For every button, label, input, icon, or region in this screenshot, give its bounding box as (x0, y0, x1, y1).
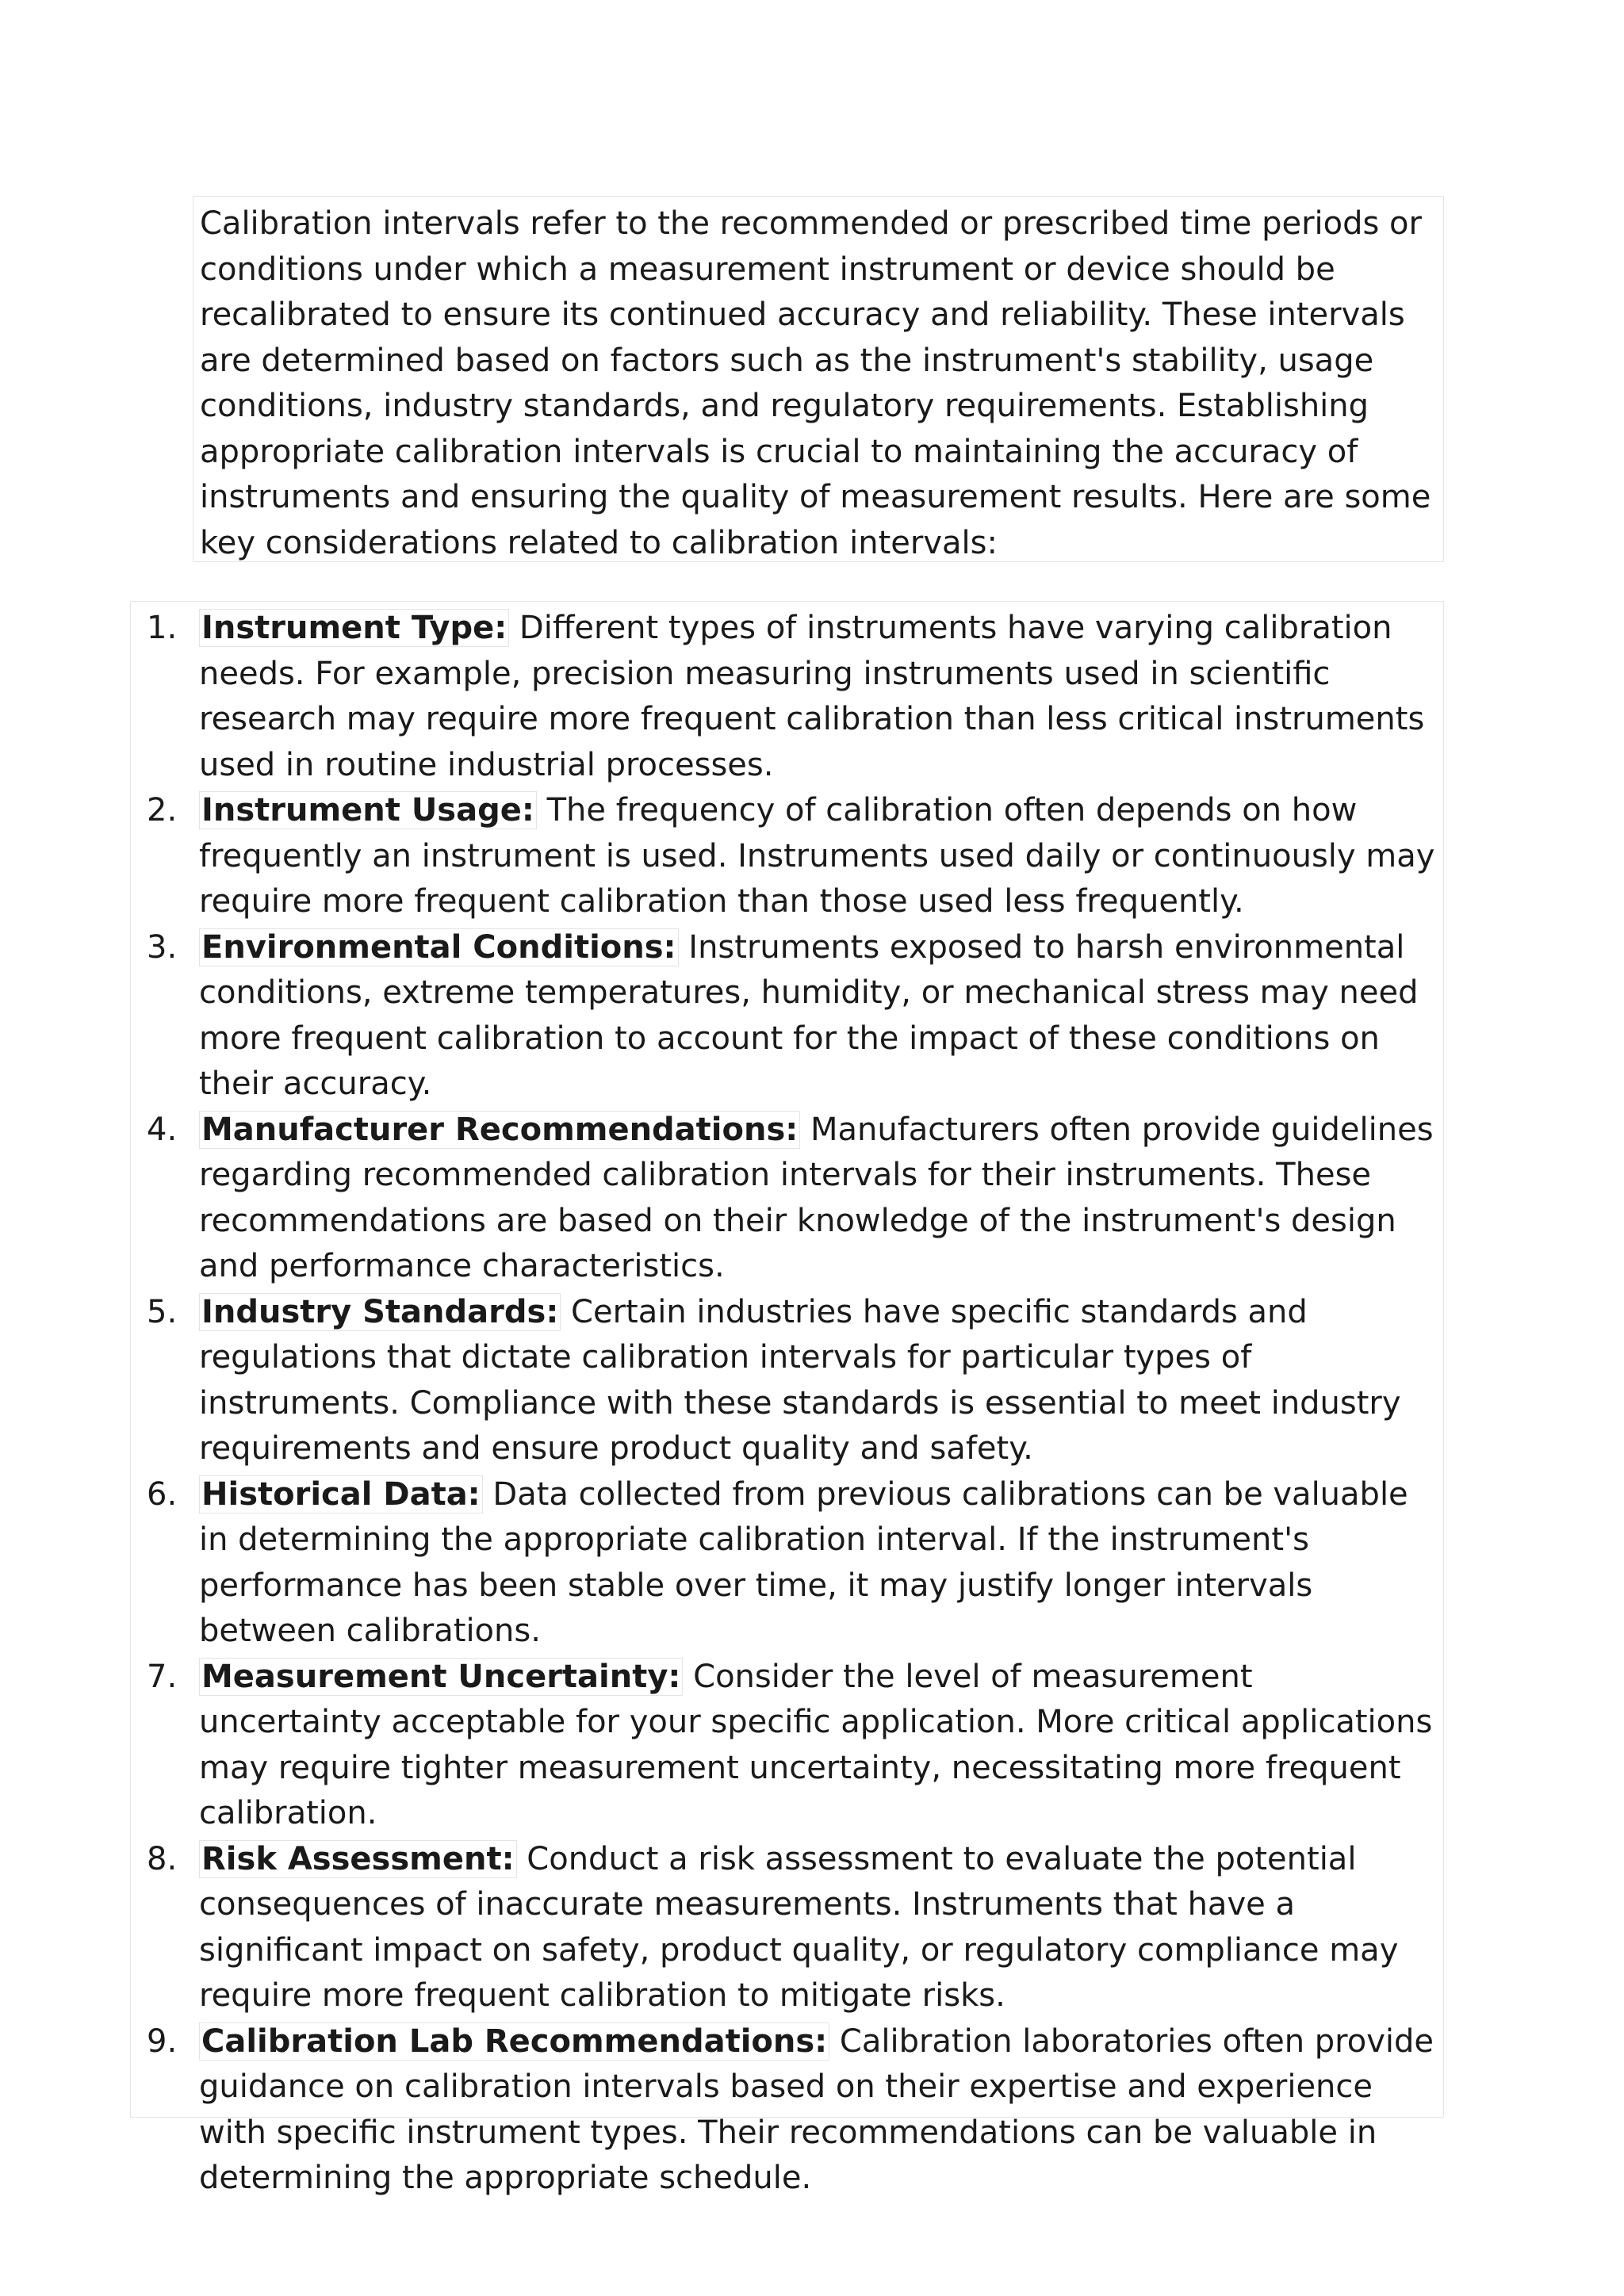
list-item-number: 2. (147, 792, 178, 828)
list-item (131, 1472, 1443, 1655)
list-item (131, 1290, 1443, 1472)
list-item-term: Instrument Usage: (199, 791, 537, 829)
list-item-term: Industry Standards: (199, 1293, 561, 1331)
list-item-number: 6. (147, 1475, 178, 1513)
intro-paragraph (193, 196, 1444, 562)
list-item-number: 4. (147, 1111, 178, 1148)
list-item-text: Calibration laboratories often provide guidance on calibration intervals based on their expertise and experience with specific instrument types. Their recommendations can be valuable in determining the appropriate schedule. (199, 2022, 1434, 2196)
list-item-text: Consider the level of measurement uncertainty acceptable for your specific application. More critical applications may require tighter measurement uncertainty, necessitating more frequent calibration. (199, 1658, 1433, 1831)
list-item-text: Different types of instruments have varying calibration needs. For example, precision measuring instruments used in scientific research may require more frequent calibration than less critical instruments used in routine industrial processes. (199, 610, 1425, 783)
list-item-term: Instrument Type: (199, 609, 509, 647)
list-item (131, 2019, 1443, 2202)
list-item-number: 5. (147, 1293, 178, 1330)
list-item-term: Measurement Uncertainty: (199, 1658, 683, 1696)
intro-text: Calibration intervals refer to the recommended or prescribed time periods or conditions under which a measurement instrument or device should be recalibrated to ensure its continued accuracy and reliability. These intervals are determined based on factors such as the instrument's stability, usage conditions, industry standards, and regulatory requirements. Establishing appropriate calibration intervals is crucial to maintaining the accuracy of instruments and ensuring the quality of measurement results. Here are some key considerations related to calibration intervals: (200, 205, 1431, 561)
list-item (131, 1655, 1443, 1837)
list-item (131, 925, 1443, 1108)
list-item (131, 606, 1443, 788)
list-item-text: Data collected from previous calibrations can be valuable in determining the appropriate calibration interval. If the instrument's performance has been stable over time, it may justify longer intervals between calibrations. (199, 1475, 1408, 1649)
list-item-term: Manufacturer Recommendations: (199, 1111, 800, 1149)
list-item (131, 1108, 1443, 1290)
list-item-number: 3. (147, 928, 178, 966)
considerations-list (130, 601, 1444, 2196)
list-item (131, 788, 1443, 925)
list-item-text: Certain industries have specific standards and regulations that dictate calibration intervals for particular types of instruments. Compliance with these standards is essential to meet industry requirements and ensure product quality and safety. (199, 1293, 1401, 1467)
list-item-term: Historical Data: (199, 1475, 483, 1513)
list-item-number: 7. (147, 1658, 178, 1695)
list-item-number: 8. (147, 1840, 178, 1877)
list-item-number: 9. (147, 2022, 178, 2060)
list-item-term: Environmental Conditions: (199, 928, 679, 966)
list-item (131, 1837, 1443, 2019)
list-item-term: Risk Assessment: (199, 1840, 517, 1878)
list-item-term: Calibration Lab Recommendations: (199, 2022, 829, 2061)
list-item-text: The frequency of calibration often depends on how frequently an instrument is used. Instruments used daily or continuously may require more frequent calibration than those used less frequently. (199, 792, 1435, 920)
list-item-number: 1. (147, 610, 178, 646)
list-item-text: Conduct a risk assessment to evaluate the potential consequences of inaccurate measurements. Instruments that have a significant impact on safety, product quality, or regulatory compliance may require more frequent calibration to mitigate risks. (199, 1840, 1399, 2014)
list-item-text: Manufacturers often provide guidelines regarding recommended calibration intervals for their instruments. These recommendations are based on their knowledge of the instrument's design and performance characteristics. (199, 1111, 1434, 1284)
list-item-text: Instruments exposed to harsh environmental conditions, extreme temperatures, humidity, or mechanical stress may need more frequent calibration to account for the impact of these conditions on their accuracy. (199, 928, 1419, 1102)
